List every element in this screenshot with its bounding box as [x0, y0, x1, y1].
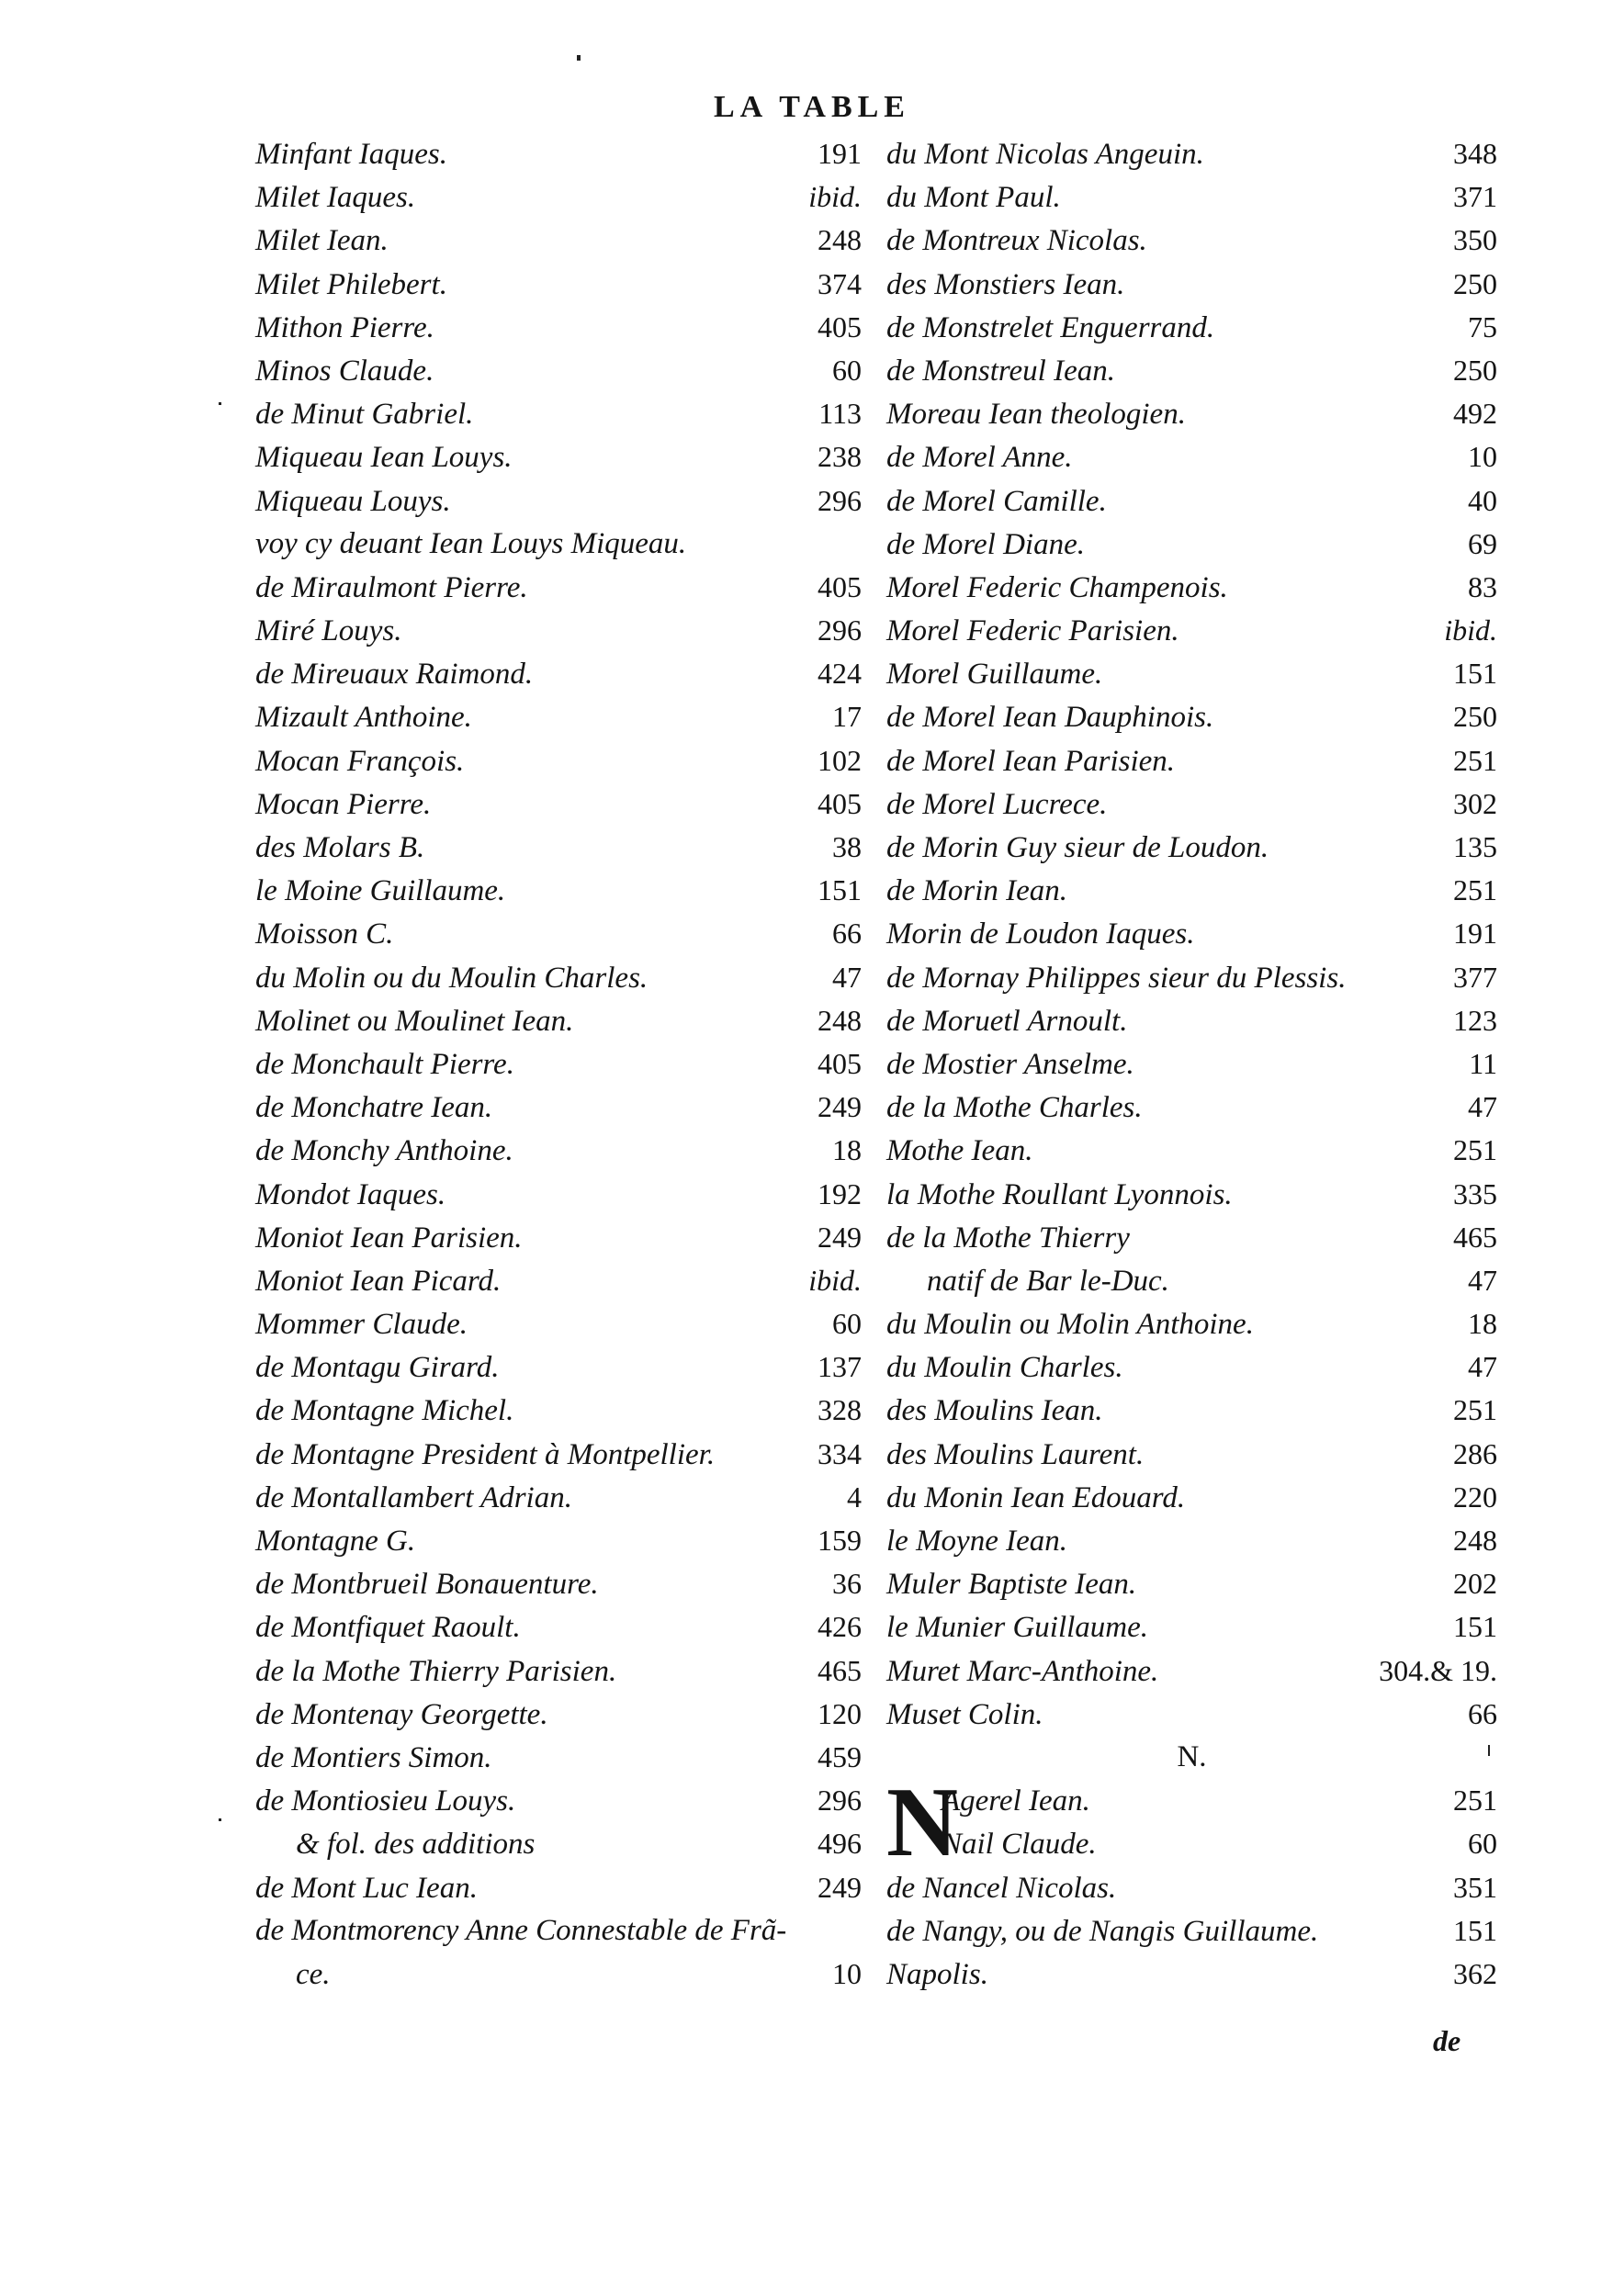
- section-heading: [886, 1736, 1497, 1779]
- index-entry: [886, 1519, 1497, 1562]
- entry-name: de Miraulmont Pierre.: [255, 570, 528, 604]
- entry-page: 60: [832, 353, 862, 387]
- index-entry: [886, 999, 1497, 1042]
- entry-page: 348: [1453, 137, 1497, 170]
- entry-name: Miqueau Louys.: [255, 484, 451, 518]
- entry-page: 11: [1469, 1046, 1497, 1080]
- index-entry: [886, 1649, 1497, 1693]
- entry-page: 47: [1468, 1350, 1497, 1384]
- entry-name: de Montfiquet Raoult.: [255, 1611, 521, 1645]
- catchword: de: [1433, 2024, 1461, 2057]
- entry-name: Milet Iaques.: [255, 181, 416, 215]
- entry-name: de Morel Anne.: [886, 441, 1073, 475]
- index-entry: [255, 1345, 862, 1389]
- entry-page: 465: [1453, 1220, 1497, 1254]
- index-entry: [886, 826, 1497, 869]
- entry-page: 296: [818, 483, 862, 517]
- entry-name: Mizault Anthoine.: [255, 701, 472, 735]
- index-entry: [886, 1953, 1497, 1996]
- entry-name: du Moulin ou Molin Anthoine.: [886, 1308, 1254, 1342]
- index-entry: [255, 1389, 862, 1432]
- entry-name: de Montiosieu Louys.: [255, 1784, 516, 1818]
- entry-name: Milet Philebert.: [255, 267, 447, 301]
- index-entry: [255, 826, 862, 869]
- index-entry: [886, 1042, 1497, 1086]
- entry-name: Mithon Pierre.: [255, 310, 434, 344]
- index-entry: [255, 1822, 862, 1865]
- entry-page: ibid.: [1444, 613, 1497, 647]
- entry-name: de Morel Lucrece.: [886, 787, 1108, 821]
- page-header: LA TABLE: [714, 90, 910, 124]
- entry-name: de Morin Guy sieur de Loudon.: [886, 831, 1269, 864]
- entry-page: 75: [1468, 310, 1497, 343]
- entry-page: 159: [818, 1524, 862, 1557]
- entry-name: voy cy deuant Iean Louys Miqueau.: [255, 526, 687, 560]
- index-entry: [886, 1259, 1497, 1302]
- index-entry: [255, 1433, 862, 1476]
- index-entry: [886, 956, 1497, 999]
- entry-page: 335: [1453, 1176, 1497, 1210]
- index-entry: [255, 1042, 862, 1086]
- entry-name: de Monchatre Iean.: [255, 1091, 493, 1125]
- entry-page: 47: [1468, 1263, 1497, 1297]
- entry-page: 304.& 19.: [1379, 1653, 1497, 1687]
- index-entry: [255, 1302, 862, 1345]
- index-entry: [255, 1693, 862, 1736]
- entry-page: 83: [1468, 569, 1497, 603]
- index-entry: [255, 1649, 862, 1693]
- entry-name: de Minut Gabriel.: [255, 398, 474, 432]
- entry-page: 334: [818, 1436, 862, 1470]
- index-entry: [886, 869, 1497, 912]
- entry-name: de Mostier Anselme.: [886, 1047, 1134, 1081]
- entry-name: Morel Federic Champenois.: [886, 570, 1228, 604]
- index-entry: [255, 435, 862, 478]
- entry-name: de Monchy Anthoine.: [255, 1134, 513, 1168]
- ink-mark: [1488, 1745, 1490, 1756]
- entry-name: des Molars B.: [255, 831, 425, 864]
- entry-name: de la Mothe Charles.: [886, 1091, 1143, 1125]
- index-entry: [255, 999, 862, 1042]
- index-entry: [886, 132, 1497, 175]
- index-entry: [255, 1476, 862, 1519]
- entry-page: 286: [1453, 1436, 1497, 1470]
- index-entry: [255, 306, 862, 349]
- entry-page: 426: [818, 1610, 862, 1644]
- entry-page: 135: [1453, 830, 1497, 863]
- entry-page: 249: [818, 1870, 862, 1904]
- entry-page: 492: [1453, 397, 1497, 431]
- entry-name: de Morel Diane.: [886, 527, 1085, 561]
- index-entry: [886, 695, 1497, 738]
- entry-name: de Montiers Simon.: [255, 1740, 492, 1774]
- entry-name: de Nancel Nicolas.: [886, 1871, 1117, 1905]
- entry-name: de Moruetl Arnoult.: [886, 1004, 1128, 1038]
- index-entry: [886, 912, 1497, 955]
- index-entry: [886, 435, 1497, 478]
- entry-name: des Moulins Laurent.: [886, 1437, 1145, 1471]
- entry-page: 36: [832, 1567, 862, 1601]
- index-entry: [255, 1173, 862, 1216]
- index-entry: [255, 263, 862, 306]
- entry-name: Morin de Loudon Iaques.: [886, 917, 1195, 951]
- index-entry: [886, 1389, 1497, 1432]
- entry-page: 40: [1468, 483, 1497, 517]
- entry-page: 47: [832, 960, 862, 994]
- entry-name: des Monstiers Iean.: [886, 267, 1125, 301]
- entry-name: de Mireuaux Raimond.: [255, 658, 534, 692]
- entry-page: 251: [1453, 873, 1497, 907]
- entry-page: 151: [1453, 1610, 1497, 1644]
- entry-name: du Mont Nicolas Angeuin.: [886, 138, 1204, 171]
- entry-name: Agerel Iean.: [942, 1784, 1090, 1818]
- entry-page: 66: [1468, 1696, 1497, 1730]
- index-entry: [255, 609, 862, 652]
- entry-name: de Morel Iean Dauphinois.: [886, 701, 1214, 735]
- index-entry: [255, 1519, 862, 1562]
- ink-mark: [219, 402, 221, 405]
- section-n-entries: [886, 1768, 1497, 1996]
- index-entry: [255, 132, 862, 175]
- entry-name: de Mornay Philippes sieur du Plessis.: [886, 961, 1347, 995]
- entry-page: 250: [1453, 700, 1497, 734]
- entry-name: Mondot Iaques.: [255, 1177, 446, 1211]
- entry-page: 18: [832, 1133, 862, 1167]
- entry-name: & fol. des additions: [296, 1828, 536, 1862]
- entry-page: 250: [1453, 353, 1497, 387]
- entry-name: Milet Iean.: [255, 224, 389, 258]
- index-entry: [886, 392, 1497, 435]
- entry-page: 47: [1468, 1090, 1497, 1124]
- entry-page: 18: [1468, 1307, 1497, 1341]
- entry-page: 328: [818, 1393, 862, 1427]
- entry-page: 459: [818, 1739, 862, 1773]
- index-entry: [886, 1216, 1497, 1259]
- index-entry: [886, 1086, 1497, 1129]
- index-entry: [886, 523, 1497, 566]
- entry-name: Nail Claude.: [942, 1828, 1097, 1862]
- index-entry: [886, 1345, 1497, 1389]
- entry-page: 60: [1468, 1827, 1497, 1861]
- entry-page: 220: [1453, 1480, 1497, 1514]
- entry-page: 38: [832, 830, 862, 863]
- index-entry: [255, 1866, 862, 1909]
- entry-page: 251: [1453, 743, 1497, 777]
- index-entry: [255, 392, 862, 435]
- entry-page: 151: [818, 873, 862, 907]
- entry-page: 302: [1453, 786, 1497, 820]
- entry-name: la Mothe Roullant Lyonnois.: [886, 1177, 1233, 1211]
- entry-page: 137: [818, 1350, 862, 1384]
- index-entry: [886, 219, 1497, 262]
- entry-page: 405: [818, 310, 862, 343]
- entry-name: le Moyne Iean.: [886, 1525, 1067, 1558]
- entry-page: 250: [1453, 266, 1497, 300]
- entry-name: du Monin Iean Edouard.: [886, 1480, 1186, 1514]
- index-entry: [886, 739, 1497, 782]
- entry-name: le Munier Guillaume.: [886, 1611, 1149, 1645]
- entry-page: 66: [832, 917, 862, 951]
- entry-name: Moreau Iean theologien.: [886, 398, 1186, 432]
- entry-name: Moniot Iean Parisien.: [255, 1221, 523, 1255]
- entry-name: de Mont Luc Iean.: [255, 1871, 478, 1905]
- entry-name: ce.: [296, 1957, 331, 1991]
- entry-name: Montagne G.: [255, 1525, 416, 1558]
- index-entry: [255, 479, 862, 523]
- index-entry: [255, 1129, 862, 1172]
- entry-page: 249: [818, 1090, 862, 1124]
- entry-name: de Nangy, ou de Nangis Guillaume.: [886, 1914, 1319, 1948]
- entry-name: de Morel Iean Parisien.: [886, 744, 1176, 778]
- index-entry: [255, 566, 862, 609]
- entry-page: 202: [1453, 1567, 1497, 1601]
- index-entry: [886, 306, 1497, 349]
- index-entry: [886, 652, 1497, 695]
- entry-page: 17: [832, 700, 862, 734]
- index-entry: [255, 523, 862, 566]
- index-entry: [886, 1909, 1497, 1953]
- entry-page: 248: [818, 223, 862, 257]
- entry-name: Minos Claude.: [255, 354, 434, 388]
- right-column: [886, 132, 1497, 1996]
- index-entry: [255, 349, 862, 392]
- entry-name: de Morel Camille.: [886, 484, 1107, 518]
- entry-page: 123: [1453, 1003, 1497, 1037]
- entry-page: 405: [818, 1046, 862, 1080]
- entry-name: de la Mothe Thierry: [886, 1221, 1130, 1255]
- entry-name: le Moine Guillaume.: [255, 874, 506, 908]
- entry-name: de Monchault Pierre.: [255, 1047, 514, 1081]
- entry-name: de Montagne President à Montpellier.: [255, 1437, 716, 1471]
- index-entry: [255, 1779, 862, 1822]
- index-entry: [886, 1779, 1497, 1822]
- entry-page: 60: [832, 1307, 862, 1341]
- entry-page: 371: [1453, 180, 1497, 214]
- entry-name: Miré Louys.: [255, 614, 402, 648]
- index-entry: [886, 263, 1497, 306]
- index-entry: [255, 782, 862, 826]
- entry-name: natif de Bar le-Duc.: [927, 1264, 1169, 1298]
- entry-page: 251: [1453, 1784, 1497, 1818]
- entry-page: 248: [1453, 1524, 1497, 1557]
- index-entry: [886, 782, 1497, 826]
- entry-page: 192: [818, 1176, 862, 1210]
- entry-name: Muler Baptiste Iean.: [886, 1568, 1137, 1602]
- entry-page: 120: [818, 1696, 862, 1730]
- index-entry: [255, 1086, 862, 1129]
- entry-name: du Molin ou du Moulin Charles.: [255, 961, 648, 995]
- entry-name: de Morin Iean.: [886, 874, 1068, 908]
- entry-page: 465: [818, 1653, 862, 1687]
- entry-page: 102: [818, 743, 862, 777]
- index-entry: [886, 1302, 1497, 1345]
- entry-name: Mocan Pierre.: [255, 787, 432, 821]
- index-entry: [255, 869, 862, 912]
- entry-name: Mocan François.: [255, 744, 465, 778]
- index-entry: [886, 1605, 1497, 1649]
- index-entry: [886, 1562, 1497, 1605]
- entry-page: 496: [818, 1827, 862, 1861]
- index-entry: [886, 349, 1497, 392]
- entry-name: de Montagu Girard.: [255, 1351, 500, 1385]
- entry-name: Napolis.: [886, 1957, 988, 1991]
- entry-name: de Monstreul Iean.: [886, 354, 1115, 388]
- entry-name: Miqueau Iean Louys.: [255, 441, 513, 475]
- index-entry: [886, 175, 1497, 219]
- entry-page: 296: [818, 613, 862, 647]
- entry-name: de Montmorency Anne Connestable de Frã-: [255, 1913, 787, 1947]
- entry-name: de Montenay Georgette.: [255, 1697, 548, 1731]
- entry-page: 10: [1468, 440, 1497, 474]
- index-entry: [886, 1129, 1497, 1172]
- index-entry: [886, 1476, 1497, 1519]
- entry-name: Muset Colin.: [886, 1697, 1043, 1731]
- entry-name: Muret Marc-Anthoine.: [886, 1654, 1159, 1688]
- drop-cap: N: [886, 1768, 958, 1878]
- entry-name: du Moulin Charles.: [886, 1351, 1123, 1385]
- entry-name: de Montallambert Adrian.: [255, 1480, 572, 1514]
- entry-page: 251: [1453, 1393, 1497, 1427]
- index-entry: [255, 652, 862, 695]
- entry-name: Mothe Iean.: [886, 1134, 1033, 1168]
- entry-page: ibid.: [808, 180, 862, 214]
- entry-page: 10: [832, 1956, 862, 1990]
- entry-page: 251: [1453, 1133, 1497, 1167]
- entry-page: 296: [818, 1784, 862, 1818]
- entry-name: Moniot Iean Picard.: [255, 1264, 502, 1298]
- entry-name: Mommer Claude.: [255, 1308, 468, 1342]
- index-entry: [255, 739, 862, 782]
- index-entry: [255, 956, 862, 999]
- entry-page: 151: [1453, 1913, 1497, 1947]
- index-entry: [886, 1866, 1497, 1909]
- entry-page: ibid.: [808, 1263, 862, 1297]
- entry-page: 249: [818, 1220, 862, 1254]
- index-entry: [255, 1562, 862, 1605]
- index-entry: [255, 1259, 862, 1302]
- index-entry: [886, 609, 1497, 652]
- entry-page: 405: [818, 569, 862, 603]
- index-entry: [255, 1605, 862, 1649]
- entry-page: 377: [1453, 960, 1497, 994]
- entry-name: Moisson C.: [255, 917, 394, 951]
- ink-mark: [577, 55, 581, 61]
- entry-name: de Monstrelet Enguerrand.: [886, 310, 1215, 344]
- section-letter: N.: [1177, 1739, 1207, 1773]
- entry-page: 350: [1453, 223, 1497, 257]
- entry-page: 405: [818, 786, 862, 820]
- index-entry: [886, 566, 1497, 609]
- index-entry: [886, 1173, 1497, 1216]
- entry-page: 151: [1453, 657, 1497, 691]
- entry-page: 113: [818, 397, 862, 431]
- entry-page: 4: [847, 1480, 862, 1514]
- entry-name: Minfant Iaques.: [255, 138, 447, 171]
- entry-name: Molinet ou Moulinet Iean.: [255, 1004, 574, 1038]
- entry-page: 191: [818, 137, 862, 170]
- entry-page: 362: [1453, 1956, 1497, 1990]
- index-entry: [886, 1822, 1497, 1865]
- index-entry: [255, 912, 862, 955]
- entry-page: 351: [1453, 1870, 1497, 1904]
- entry-name: de la Mothe Thierry Parisien.: [255, 1654, 617, 1688]
- entry-page: 424: [818, 657, 862, 691]
- index-entry: [886, 1693, 1497, 1736]
- entry-page: 374: [818, 266, 862, 300]
- left-column: [255, 132, 862, 1996]
- entry-name: du Mont Paul.: [886, 181, 1061, 215]
- index-entry: [255, 219, 862, 262]
- index-entry: [255, 695, 862, 738]
- entry-name: Morel Guillaume.: [886, 658, 1103, 692]
- index-entry: [255, 175, 862, 219]
- entry-page: 191: [1453, 917, 1497, 951]
- index-entry: [255, 1909, 862, 1953]
- entry-name: des Moulins Iean.: [886, 1394, 1103, 1428]
- index-entry: [255, 1953, 862, 1996]
- entry-name: de Montbrueil Bonauenture.: [255, 1568, 599, 1602]
- entry-name: de Montreux Nicolas.: [886, 224, 1147, 258]
- index-entry: [886, 479, 1497, 523]
- entry-page: 248: [818, 1003, 862, 1037]
- entry-name: de Montagne Michel.: [255, 1394, 514, 1428]
- entry-page: 238: [818, 440, 862, 474]
- index-entry: [255, 1216, 862, 1259]
- index-entry: [886, 1433, 1497, 1476]
- ink-mark: [219, 1818, 221, 1821]
- entry-name: Morel Federic Parisien.: [886, 614, 1179, 648]
- entry-page: 69: [1468, 526, 1497, 560]
- index-entry: [255, 1736, 862, 1779]
